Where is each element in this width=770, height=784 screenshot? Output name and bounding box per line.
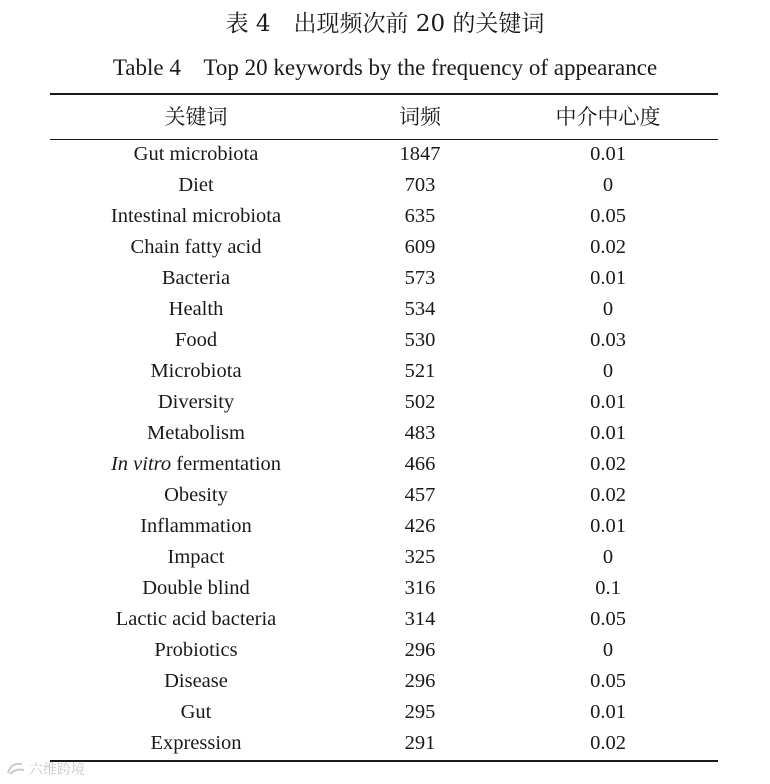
cell-keyword: Double blind bbox=[142, 577, 250, 599]
cell-frequency: 291 bbox=[404, 732, 436, 754]
cell-centrality: 0 bbox=[602, 360, 614, 382]
table-row bbox=[0, 263, 770, 294]
cell-frequency: 483 bbox=[404, 422, 436, 444]
cell-frequency: 426 bbox=[404, 515, 436, 537]
cell-keyword: Probiotics bbox=[154, 639, 238, 661]
cell-frequency: 316 bbox=[404, 577, 436, 599]
table-row bbox=[0, 728, 770, 759]
cell-frequency: 530 bbox=[404, 329, 436, 351]
table-row bbox=[0, 232, 770, 263]
table-row bbox=[0, 294, 770, 325]
table-row bbox=[0, 697, 770, 728]
cell-frequency: 325 bbox=[404, 546, 436, 568]
cell-centrality: 0 bbox=[602, 546, 614, 568]
keyword-italic-part: In vitro bbox=[110, 453, 172, 475]
table-caption-chinese: 表 4 出现频次前 20 的关键词 bbox=[225, 11, 545, 37]
table-header-row bbox=[50, 96, 718, 138]
table-row bbox=[0, 325, 770, 356]
table-row bbox=[0, 635, 770, 666]
cell-keyword: Impact bbox=[167, 546, 225, 568]
cell-frequency: 635 bbox=[404, 205, 436, 227]
cell-keyword: Disease bbox=[164, 670, 228, 692]
table-row bbox=[0, 604, 770, 635]
cell-centrality: 0.01 bbox=[590, 143, 626, 165]
table-row bbox=[0, 449, 770, 480]
cell-centrality: 0.01 bbox=[590, 422, 626, 444]
cell-centrality: 0.01 bbox=[590, 391, 626, 413]
cell-centrality: 0.03 bbox=[590, 329, 626, 351]
cell-centrality: 0.05 bbox=[590, 670, 626, 692]
cell-keyword: Intestinal microbiota bbox=[110, 205, 282, 227]
cell-keyword: Inflammation bbox=[140, 515, 252, 537]
watermark bbox=[6, 758, 85, 780]
table-row bbox=[0, 573, 770, 604]
cell-frequency: 609 bbox=[404, 236, 436, 258]
cell-centrality: 0.05 bbox=[590, 608, 626, 630]
watermark-text: 六维跨境 bbox=[29, 762, 85, 778]
table-row bbox=[0, 201, 770, 232]
header-keyword: 关键词 bbox=[164, 105, 228, 129]
cell-frequency: 296 bbox=[404, 670, 436, 692]
table-row bbox=[0, 387, 770, 418]
table-row bbox=[0, 511, 770, 542]
cell-keyword: Obesity bbox=[164, 484, 228, 506]
cell-keyword: Bacteria bbox=[161, 267, 231, 289]
cell-centrality: 0.02 bbox=[590, 484, 626, 506]
cell-frequency: 573 bbox=[404, 267, 436, 289]
header-frequency: 词频 bbox=[399, 105, 441, 129]
cell-centrality: 0.1 bbox=[595, 577, 621, 599]
keyword-rest-part: fermentation bbox=[171, 453, 282, 475]
table-row bbox=[0, 356, 770, 387]
cell-centrality: 0.01 bbox=[590, 515, 626, 537]
cell-keyword: Diet bbox=[178, 174, 214, 196]
table-row bbox=[0, 170, 770, 201]
cell-frequency: 314 bbox=[404, 608, 436, 630]
cell-centrality: 0.01 bbox=[590, 267, 626, 289]
cell-keyword: Chain fatty acid bbox=[130, 236, 262, 258]
cell-keyword: Lactic acid bacteria bbox=[115, 608, 277, 630]
cell-frequency: 1847 bbox=[399, 143, 441, 165]
cell-keyword: Gut microbiota bbox=[133, 143, 259, 165]
cell-centrality: 0 bbox=[602, 174, 614, 196]
cell-frequency: 466 bbox=[404, 453, 436, 475]
table-bottom-rule bbox=[50, 760, 718, 762]
table-top-rule bbox=[50, 93, 718, 95]
cell-keyword: Expression bbox=[150, 732, 242, 754]
table-caption-english: Table 4 Top 20 keywords by the frequency of appearance bbox=[112, 55, 658, 80]
table-row bbox=[0, 666, 770, 697]
cell-keyword: Microbiota bbox=[150, 360, 242, 382]
cell-centrality: 0.02 bbox=[590, 236, 626, 258]
cell-centrality: 0.01 bbox=[590, 701, 626, 723]
cell-frequency: 521 bbox=[404, 360, 436, 382]
cell-keyword bbox=[50, 449, 342, 480]
cell-frequency: 534 bbox=[404, 298, 436, 320]
cell-keyword: Metabolism bbox=[147, 422, 245, 444]
cell-keyword: Gut bbox=[180, 701, 212, 723]
brand-logo-icon bbox=[6, 761, 26, 777]
cell-centrality: 0.05 bbox=[590, 205, 626, 227]
cell-frequency: 703 bbox=[404, 174, 436, 196]
header-centrality: 中介中心度 bbox=[555, 105, 661, 129]
cell-keyword: Diversity bbox=[157, 391, 235, 413]
cell-centrality: 0 bbox=[602, 639, 614, 661]
table-row bbox=[0, 418, 770, 449]
cell-keyword: Food bbox=[174, 329, 218, 351]
cell-centrality: 0 bbox=[602, 298, 614, 320]
cell-frequency: 295 bbox=[404, 701, 436, 723]
table-row bbox=[0, 139, 770, 170]
cell-keyword: Health bbox=[168, 298, 224, 320]
table-row bbox=[0, 542, 770, 573]
cell-frequency: 457 bbox=[404, 484, 436, 506]
cell-centrality: 0.02 bbox=[590, 453, 626, 475]
cell-centrality: 0.02 bbox=[590, 732, 626, 754]
cell-frequency: 296 bbox=[404, 639, 436, 661]
table-row bbox=[0, 480, 770, 511]
cell-frequency: 502 bbox=[404, 391, 436, 413]
